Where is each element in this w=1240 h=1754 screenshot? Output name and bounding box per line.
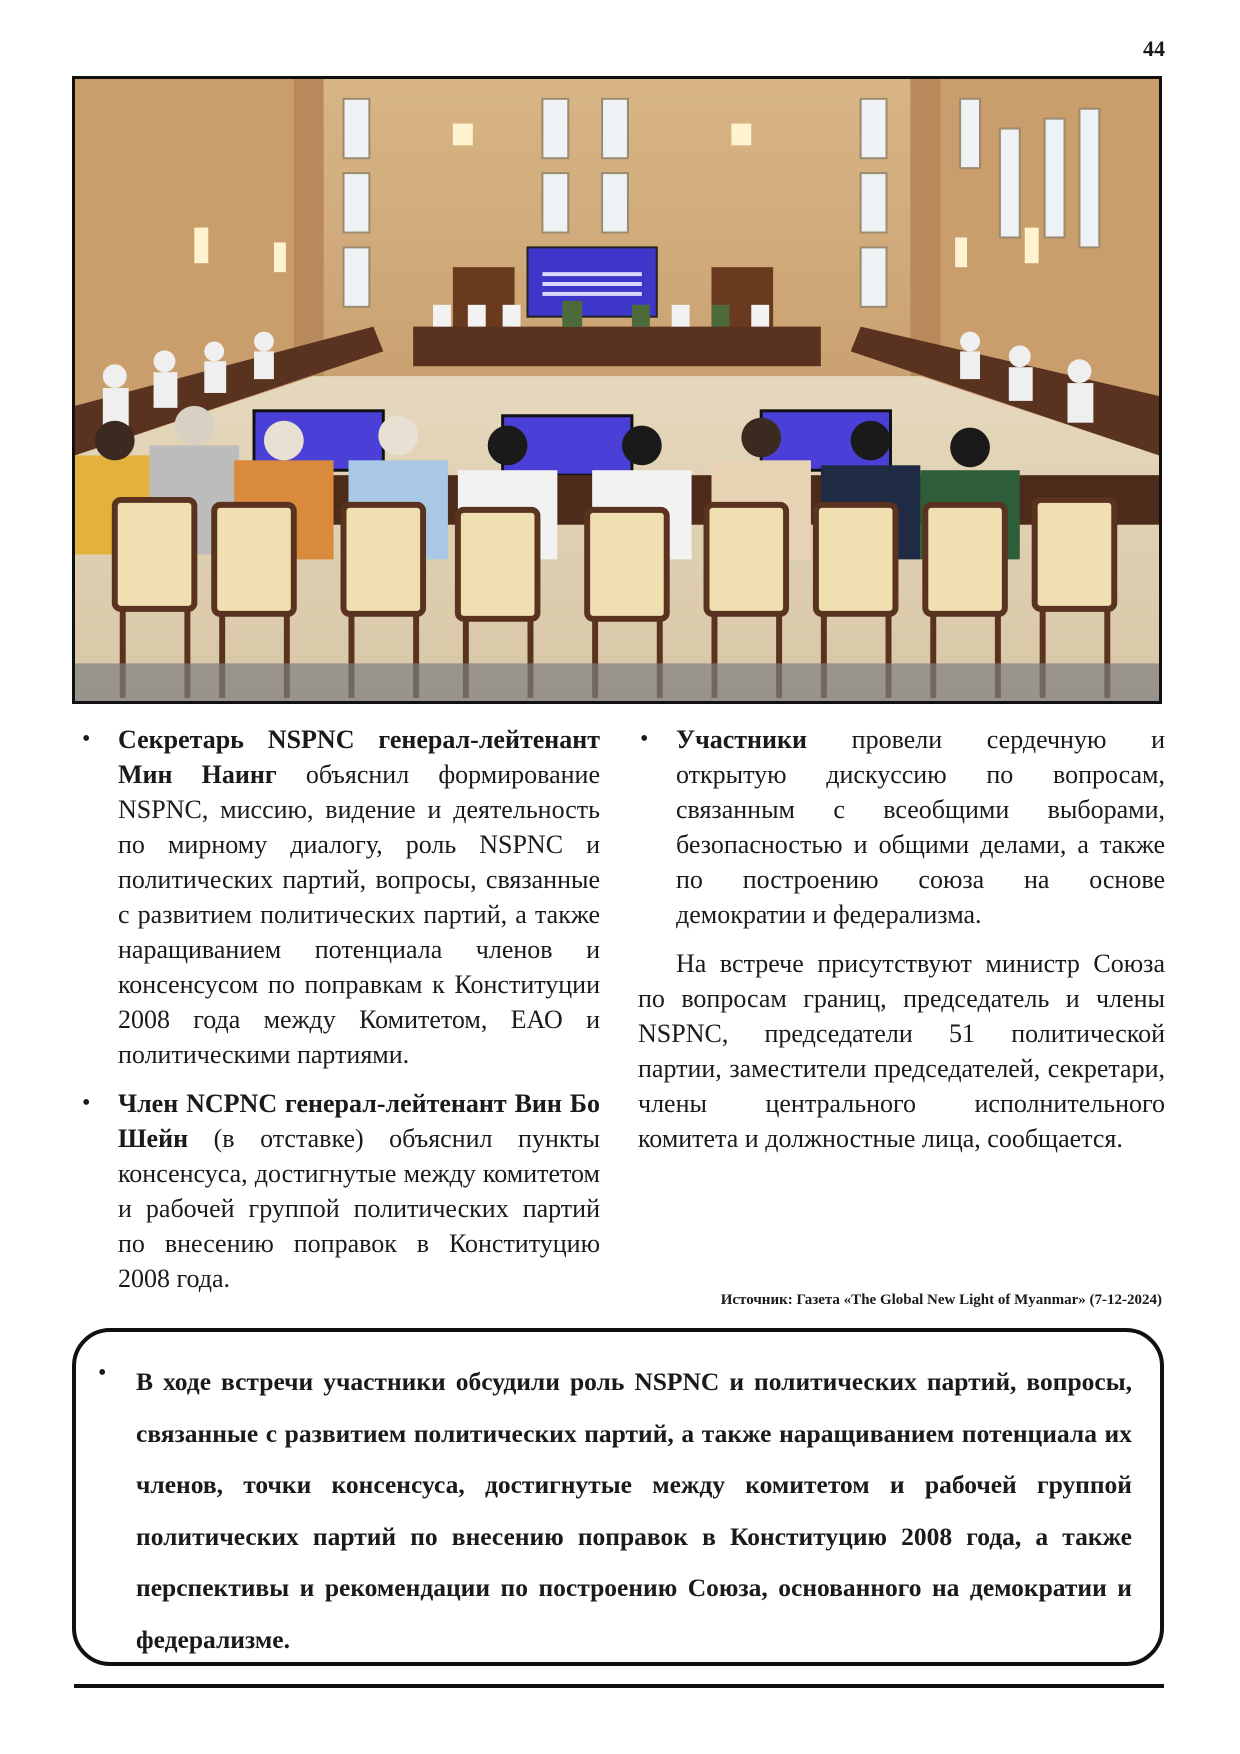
right-column xyxy=(638,722,1165,1156)
meeting-hall-illustration xyxy=(75,79,1159,701)
summary-box xyxy=(72,1328,1164,1666)
speaker-name: Секретарь NSPNC генерал-лейтенант Мин Наинг xyxy=(118,725,600,789)
meeting-hall-photo xyxy=(72,76,1162,704)
attendees-paragraph: На встрече присутствуют министр Союза по вопросам границ, председатель и члены NSPNC, председатели 51 политической партии, заместители председателей, секретари, члены центрального исполнительного комитета и должностные лица, сообщается. xyxy=(638,949,1165,1153)
source-citation: Источник: Газета «The Global New Light of Myanmar» (7-12-2024) xyxy=(720,1292,1162,1308)
left-column xyxy=(80,722,600,1310)
page-number: 44 xyxy=(1143,36,1165,61)
bullet-item-member xyxy=(80,1086,600,1296)
bullet-item-participants xyxy=(638,722,1165,932)
speaker-name: Член NCPNC генерал-лейтенант Вин Бо Шейн xyxy=(118,1089,600,1153)
bullet-dot-icon: • xyxy=(98,1360,107,1386)
summary-text: В ходе встречи участники обсудили роль NSPNC и политических партий, вопросы, связанные с развитием политических партий, а также наращиванием потенциала их членов, точки консенсуса, достигнутые между комитетом и рабочей группой политических партий по внесению поправок в Конституцию 2008 года, а также перспективы и рекомендации по построению Союза, основанного на демократии и федерализме. xyxy=(136,1367,1132,1654)
bullet-lead: Участники xyxy=(676,725,807,754)
bullet-item-secretary xyxy=(80,722,600,1072)
bottom-divider xyxy=(74,1684,1164,1688)
bullet-text: объяснил формирование NSPNC, миссию, видение и деятельность по мирному диалогу, роль NSPNC и политических партий, вопросы, связанные с развитием политических партий, а также наращиванием потенциала членов и консенсусом по поправкам к Конституции 2008 года между Комитетом, ЕАО и политическими партиями. xyxy=(118,760,600,1069)
bullet-text: (в отставке) объяснил пункты консенсуса, достигнутые между комитетом и рабочей группой политических партий по внесению поправок в Конституцию 2008 года. xyxy=(118,1124,600,1293)
bullet-text: провели сердечную и открытую дискуссию по вопросам, связанным с всеобщими выборами, безопасностью и общими делами, а также по построению союза на основе демократии и федерализма. xyxy=(676,725,1165,929)
